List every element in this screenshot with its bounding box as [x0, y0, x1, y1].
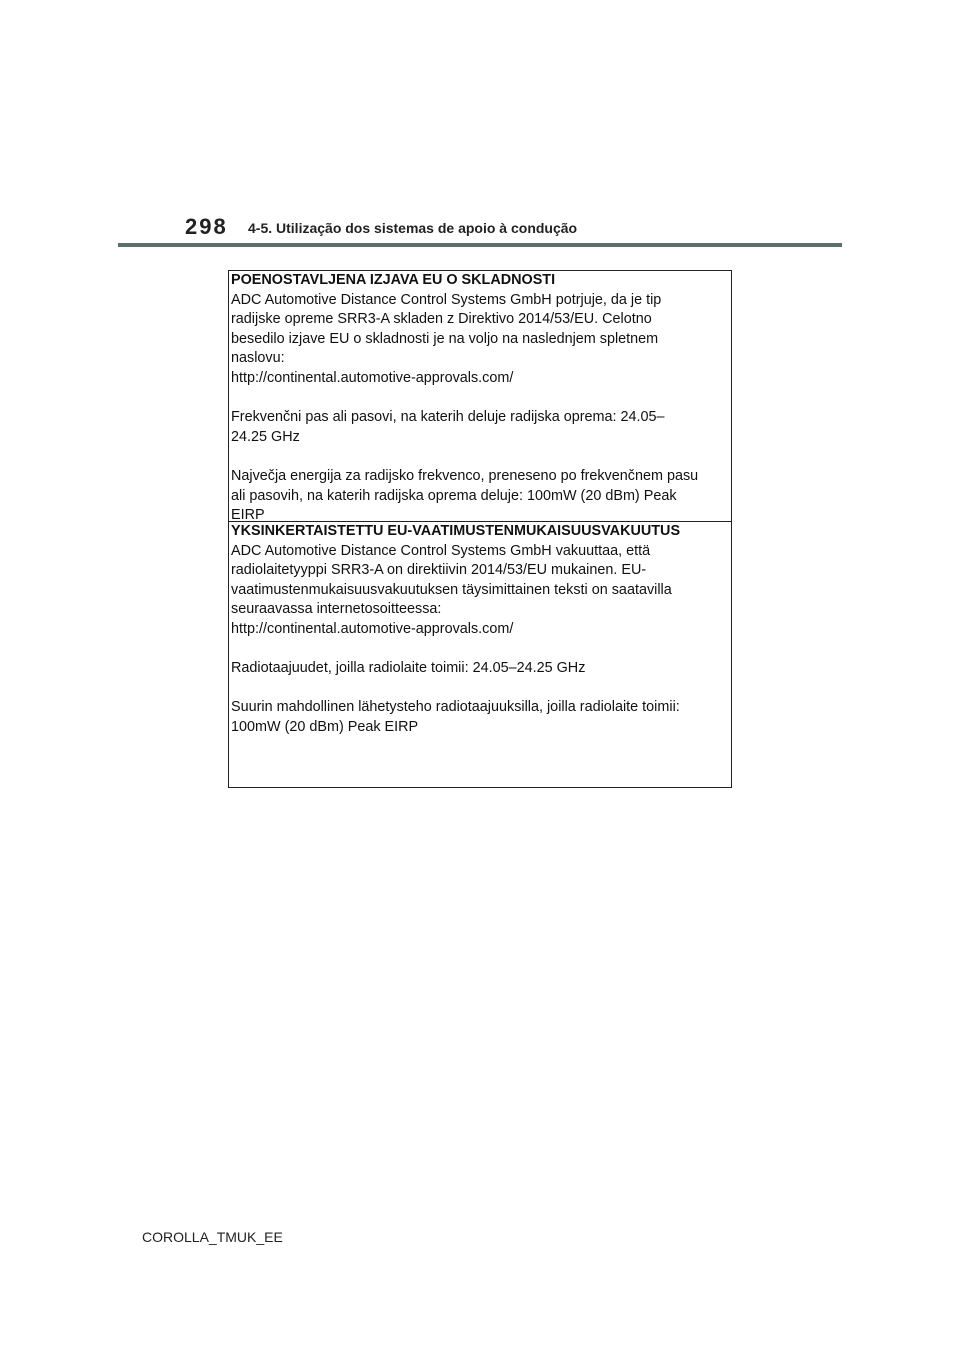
- declaration-line: naslovu:: [231, 350, 285, 367]
- declaration-line: ali pasovih, na katerih radijska oprema deluje: 100mW (20 dBm) Peak: [231, 487, 677, 504]
- declaration-line: radiolaitetyyppi SRR3-A on direktiivin 2014/53/EU mukainen. EU-: [231, 562, 647, 579]
- declaration-url: http://continental.automotive-approvals.com/: [231, 369, 514, 386]
- declaration-line: Radiotaajuudet, joilla radiolaite toimii: 24.05–24.25 GHz: [231, 660, 586, 677]
- document-code: COROLLA_TMUK_EE: [142, 1229, 283, 1245]
- declaration-line: EIRP: [231, 507, 265, 524]
- declaration-title: POENOSTAVLJENA IZJAVA EU O SKLADNOSTI: [231, 272, 556, 288]
- header-divider: [118, 243, 842, 247]
- declaration-line: ADC Automotive Distance Control Systems GmbH potrjuje, da je tip: [231, 291, 662, 308]
- page-header: [185, 214, 845, 244]
- declaration-line: vaatimustenmukaisuusvakuutuksen täysimittainen teksti on saatavilla: [231, 581, 672, 598]
- declaration-line: radijske opreme SRR3-A skladen z Direktivo 2014/53/EU. Celotno: [231, 311, 652, 328]
- declaration-finnish: [229, 522, 731, 787]
- declaration-title: YKSINKERTAISTETTU EU-VAATIMUSTENMUKAISUUSVAKUUTUS: [231, 523, 681, 539]
- declaration-line: Največja energija za radijsko frekvenco, preneseno po frekvenčnem pasu: [231, 467, 699, 484]
- declaration-line: Suurin mahdollinen lähetysteho radiotaajuuksilla, joilla radiolaite toimii:: [231, 699, 680, 716]
- declaration-slovenian: [229, 271, 731, 522]
- page-number: 298: [185, 214, 228, 239]
- declaration-line: 24.25 GHz: [231, 428, 300, 445]
- declaration-line: 100mW (20 dBm) Peak EIRP: [231, 718, 419, 735]
- declaration-line: Frekvenčni pas ali pasovi, na katerih deluje radijska oprema: 24.05–: [231, 409, 665, 426]
- declaration-box: [228, 270, 732, 788]
- section-title: 4-5. Utilização dos sistemas de apoio à condução: [248, 220, 578, 236]
- declaration-url: http://continental.automotive-approvals.com/: [231, 620, 514, 637]
- declaration-line: ADC Automotive Distance Control Systems GmbH vakuuttaa, että: [231, 542, 651, 559]
- declaration-line: seuraavassa internetosoitteessa:: [231, 601, 442, 618]
- declaration-line: besedilo izjave EU o skladnosti je na voljo na naslednjem spletnem: [231, 330, 659, 347]
